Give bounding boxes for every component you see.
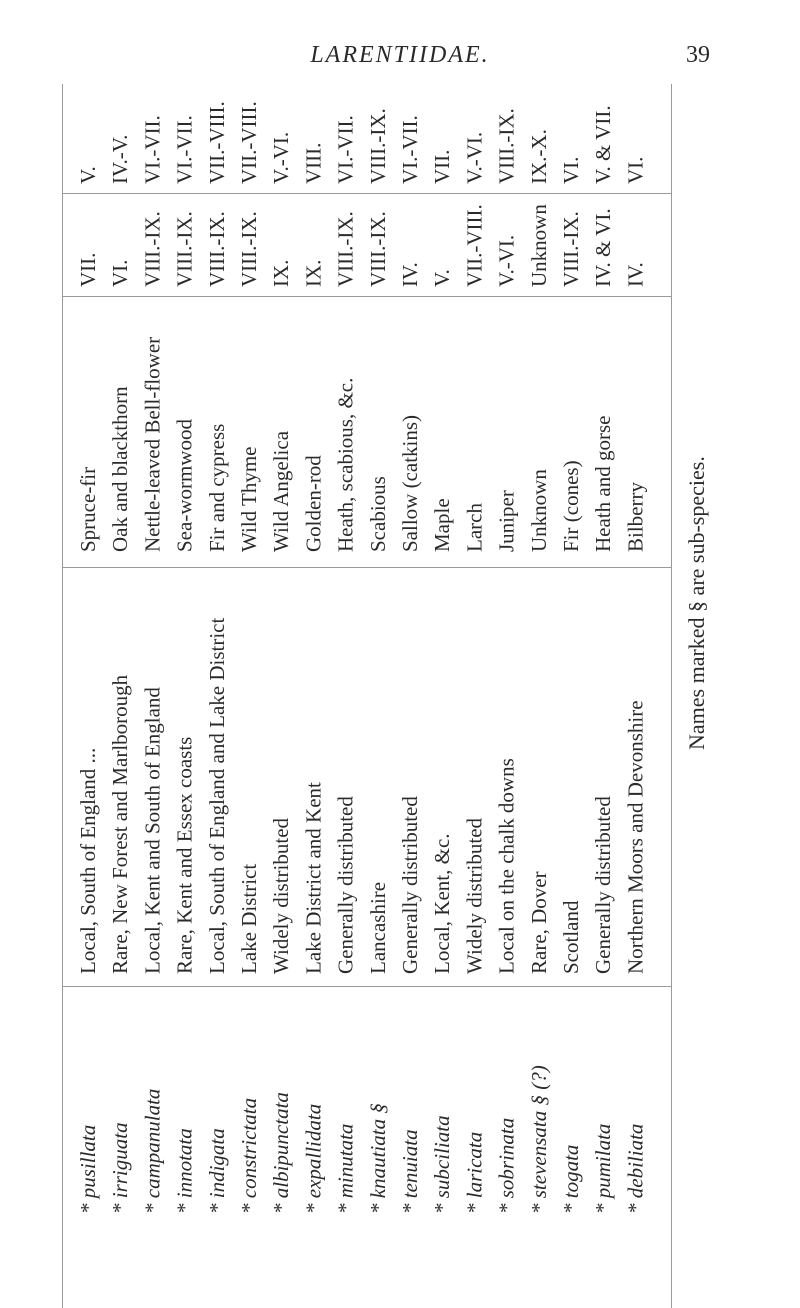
larva-months-cell: IV. [623,262,648,287]
species-cell: * stevensata § (?) [526,1065,551,1214]
locality-cell: Widely distributed [269,817,294,974]
larva-months-cell: Unknown [526,204,551,287]
larva-months-cell: IX. [301,259,326,287]
imago-months-cell: IV.-V. [108,134,133,184]
imago-months-cell: VI.-VII. [398,115,422,184]
larva-months-cell: VII.-VIII. [462,204,487,287]
larva-months-cell: VIII.-IX. [237,211,261,287]
locality-cell: Widely distributed [462,817,487,974]
species-cell: * expallidata [301,1103,326,1214]
species-cell: * campanulata [140,1088,165,1214]
locality-cell: Local, South of England and Lake District [204,617,229,974]
larva-months-cell: V.-VI. [494,234,519,287]
imago-months-cell: V.-VI. [269,131,294,184]
larva-months-cell: IV. [398,262,422,287]
running-title: LARENTIIDAE. [310,42,490,68]
imago-months-cell: VIII. [301,142,326,184]
species-cell: * tenuiata [398,1129,422,1214]
larva-months-cell: VI. [108,259,133,287]
food-plant-cell: Oak and blackthorn [108,386,133,552]
imago-months-cell: VI. [623,156,648,184]
imago-months-cell: VI.-VII. [140,115,165,184]
locality-cell: Rare, Kent and Essex coasts [172,736,197,974]
page-header [0,0,800,80]
imago-months-cell: VI. [559,156,583,184]
table-right-rule [671,84,672,1308]
food-plant-cell: Nettle-leaved Bell-flower [140,336,165,552]
larva-months-cell: IV. & VI. [591,208,616,287]
food-plant-cell: Wild Angelica [269,430,294,552]
table-left-rule [62,84,63,1308]
food-plant-cell: Larch [462,503,487,552]
locality-cell: Lake District [237,863,261,974]
imago-months-cell: VI.-VII. [333,115,358,184]
imago-months-cell: IX.-X. [526,129,551,184]
species-cell: * constrictata [237,1097,261,1214]
species-cell: * debiliata [623,1123,648,1214]
larva-months-cell: VIII.-IX. [140,211,165,287]
imago-months-cell: V.-VI. [462,131,487,184]
species-cell: * knautiata § [365,1103,390,1214]
rotated-species-table [62,84,672,1308]
imago-months-cell: VII.-VIII. [237,101,261,184]
larva-months-cell: VIII.-IX. [333,211,358,287]
food-plant-cell: Heath and gorse [591,415,616,552]
food-plant-cell: Bilberry [623,482,648,552]
species-cell: * togata [559,1144,583,1214]
food-plant-cell: Heath, scabious, &c. [333,377,358,552]
imago-months-cell: VIII.-IX. [494,108,519,184]
larva-months-cell: VIII.-IX. [204,211,229,287]
larva-months-cell: VIII.-IX. [365,211,390,287]
imago-months-cell: VIII.-IX. [365,108,390,184]
locality-cell: Rare, New Forest and Marlborough [108,674,133,974]
species-cell: * pumilata [591,1123,616,1214]
locality-cell: Northern Moors and Devonshire [623,700,648,974]
food-plant-cell: Sallow (catkins) [398,414,422,552]
imago-months-cell: VII.-VIII. [204,101,229,184]
column-rule [62,193,672,194]
footnote: Names marked § are sub-species. [684,456,709,750]
larva-months-cell: V. [430,269,455,287]
locality-cell: Lancashire [365,881,390,974]
larva-months-cell: VIII.-IX. [172,211,197,287]
food-plant-cell: Fir (cones) [559,460,583,552]
food-plant-cell: Unknown [526,469,551,552]
column-rule [62,567,672,568]
food-plant-cell: Maple [430,498,455,552]
food-plant-cell: Sea-wormwood [172,419,197,552]
locality-cell: Scotland [559,900,583,974]
locality-cell: Generally distributed [398,796,422,974]
species-cell: * irriguata [108,1122,133,1214]
locality-cell: Local, Kent, &c. [430,833,455,974]
page-number: 39 [686,42,710,68]
species-cell: * minutata [333,1123,358,1214]
food-plant-cell: Scabious [365,476,390,552]
imago-months-cell: VII. [430,149,455,184]
column-rule [62,296,672,297]
species-cell: * pusillata [76,1124,100,1214]
food-plant-cell: Juniper [494,490,519,552]
food-plant-cell: Fir and cypress [204,423,229,552]
imago-months-cell: V. & VII. [591,105,616,184]
locality-cell: Local on the chalk downs [494,758,519,974]
species-cell: * subciliata [430,1115,455,1214]
locality-cell: Local, Kent and South of England [140,687,165,974]
locality-cell: Local, South of England ... [76,747,100,974]
food-plant-cell: Spruce-fir [76,466,100,552]
species-cell: * indigata [204,1128,229,1214]
species-cell: * innotata [172,1128,197,1214]
larva-months-cell: VIII.-IX. [559,211,583,287]
food-plant-cell: Wild Thyme [237,446,261,552]
column-rule [62,986,672,987]
locality-cell: Generally distributed [333,796,358,974]
locality-cell: Rare, Dover [526,871,551,974]
imago-months-cell: V. [76,166,100,184]
locality-cell: Lake District and Kent [301,782,326,974]
species-cell: * laricata [462,1131,487,1214]
food-plant-cell: Golden-rod [301,455,326,552]
larva-months-cell: IX. [269,259,294,287]
species-cell: * sobrinata [494,1117,519,1214]
imago-months-cell: VI.-VII. [172,115,197,184]
locality-cell: Generally distributed [591,796,616,974]
species-cell: * albipunctata [269,1092,294,1214]
larva-months-cell: VII. [76,252,100,287]
